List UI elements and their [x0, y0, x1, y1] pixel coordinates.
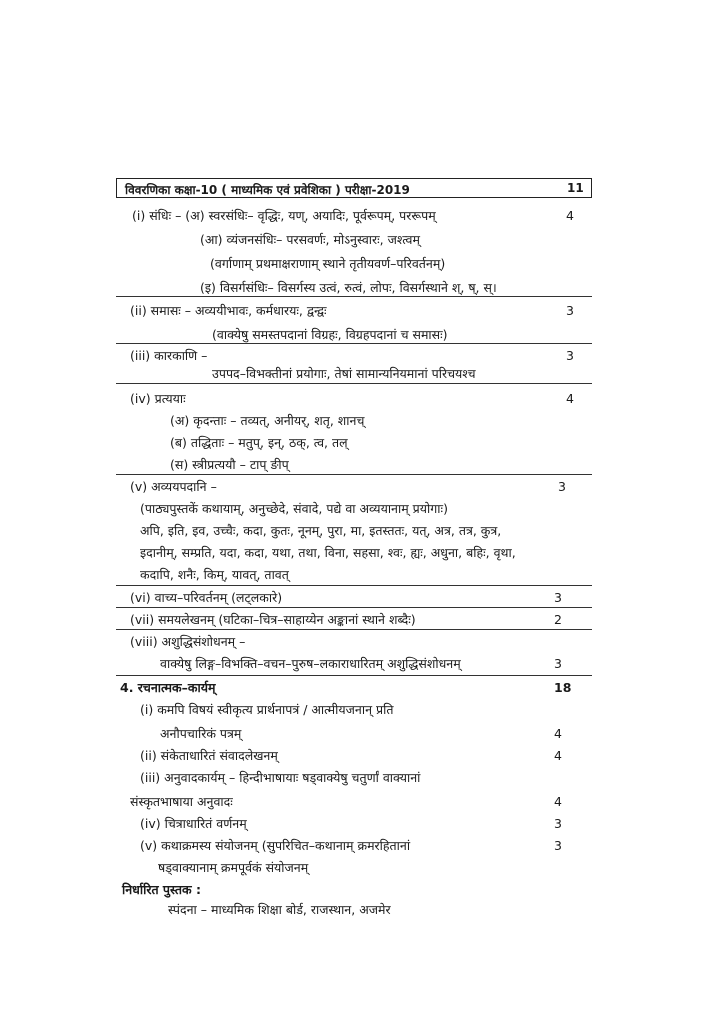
section-heading-rachanatmak: 4. रचनात्मक–कार्यम्: [120, 680, 216, 695]
section-divider: [116, 675, 592, 676]
syllabus-line-patra: (i) कमपि विषयं स्वीकृत्य प्रार्थनापत्रं / आत्मीयजनान् प्रति: [140, 702, 394, 717]
syllabus-line-avyaya: (v) अव्ययपदानि –: [130, 479, 217, 494]
section-divider: [116, 296, 592, 297]
syllabus-line-sandhi: (i) संधिः – (अ) स्वरसंधिः– वृद्धिः, यण्, अयादिः, पूर्वरूपम्, पररूपम्: [132, 208, 436, 223]
section-divider: [116, 629, 592, 630]
marks-patra: 4: [554, 726, 562, 741]
prescribed-book-title: स्पंदना – माध्यमिक शिक्षा बोर्ड, राजस्थान, अजमेर: [168, 902, 391, 917]
marks-vachya: 3: [554, 590, 562, 605]
marks-samasa: 3: [566, 303, 574, 318]
syllabus-line-samaya: (vii) समयलेखनम् (घटिका–चित्र–साहाय्येन अङ्कानां स्थाने शब्दैः): [130, 612, 416, 627]
syllabus-line-katha: (v) कथाक्रमस्य संयोजनम् (सुपरिचित–कथानाम् क्रमरहितानां: [140, 838, 411, 853]
section-divider: [116, 607, 592, 608]
marks-chitra: 3: [554, 816, 562, 831]
syllabus-line-ashuddhi: (viii) अशुद्धिसंशोधनम् –: [130, 634, 246, 649]
syllabus-line-avyaya-list-2: इदानीम्, सम्प्रति, यदा, कदा, यथा, तथा, विना, सहसा, श्वः, ह्यः, अधुना, बहिः, वृथा,: [140, 545, 516, 560]
marks-karaka: 3: [566, 348, 574, 363]
section-divider: [116, 343, 592, 344]
syllabus-line-stripratyaya: (स) स्त्रीप्रत्ययौ – टाप् ङीप्: [170, 457, 289, 472]
prescribed-book-heading: निर्धारित पुस्तक :: [122, 882, 201, 897]
marks-sandhi: 4: [566, 208, 574, 223]
syllabus-line-pratyaya: (iv) प्रत्ययाः: [130, 391, 186, 406]
syllabus-line-avyaya-list-1: अपि, इति, इव, उच्चैः, कदा, कुतः, नूनम्, पुरा, मा, इतस्ततः, यत्, अत्र, तत्र, कुत्र,: [140, 523, 502, 538]
syllabus-line-samvad: (ii) संकेताधारितं संवादलेखनम्: [140, 748, 278, 763]
syllabus-line-kridanta: (अ) कृदन्ताः – तव्यत्, अनीयर्, शतृ, शानच्: [170, 413, 365, 428]
syllabus-line-visarga-sandhi: (इ) विसर्गसंधिः– विसर्गस्य उत्वं, रुत्वं, लोपः, विसर्गस्थाने श्, ष्, स्।: [200, 280, 497, 295]
syllabus-line-karaka: (iii) कारकाणि –: [130, 348, 208, 363]
syllabus-line-katha-cont: षड्वाक्यानाम् क्रमपूर्वकं संयोजनम्: [158, 860, 309, 875]
section-divider: [116, 383, 592, 384]
syllabus-line-avyaya-list-3: कदापि, शनैः, किम्, यावत्, तावत्: [140, 567, 289, 582]
syllabus-line-anuvad: (iii) अनुवादकार्यम् – हिन्दीभाषायाः षड्वाक्येषु चतुर्णां वाक्यानां: [140, 770, 421, 785]
marks-avyaya: 3: [558, 479, 566, 494]
syllabus-line-chitra: (iv) चित्राधारितं वर्णनम्: [140, 816, 247, 831]
section-divider: [116, 474, 592, 475]
syllabus-line-patra-cont: अनौपचारिकं पत्रम्: [160, 726, 242, 741]
syllabus-line-upapada: उपपद–विभक्तीनां प्रयोगाः, तेषां सामान्यनियमानां परिचयश्च: [212, 366, 476, 381]
marks-ashuddhi: 3: [554, 656, 562, 671]
syllabus-line-ashuddhi-detail: वाक्येषु लिङ्ग–विभक्ति–वचन–पुरुष–लकाराधारितम् अशुद्धिसंशोधनम्: [160, 656, 461, 671]
syllabus-line-vyanjan-sandhi: (आ) व्यंजनसंधिः– परसवर्णः, मोऽनुस्वारः, जश्त्वम्: [200, 232, 420, 247]
syllabus-line-vachya: (vi) वाच्य–परिवर्तनम् (लट्लकारे): [130, 590, 283, 605]
section-divider: [116, 585, 592, 586]
syllabus-line-anuvad-cont: संस्कृतभाषाया अनुवादः: [130, 794, 233, 809]
marks-katha: 3: [554, 838, 562, 853]
syllabus-line-taddhita: (ब) तद्धिताः – मतुप्, इन्, ठक्, त्व, तल्: [170, 435, 348, 450]
header-title: विवरणिका कक्षा-10 ( माध्यमिक एवं प्रवेशिका ) परीक्षा-2019: [125, 183, 410, 197]
marks-rachanatmak: 18: [554, 680, 572, 695]
marks-samaya: 2: [554, 612, 562, 627]
marks-pratyaya: 4: [566, 391, 574, 406]
syllabus-line-avyaya-note: (पाठ्यपुस्तकें कथायाम्, अनुच्छेदे, संवादे, पद्ये वा अव्ययानाम् प्रयोगाः): [140, 501, 448, 516]
marks-samvad: 4: [554, 748, 562, 763]
marks-anuvad: 4: [554, 794, 562, 809]
page-header-box: [116, 178, 592, 198]
syllabus-line-samasa: (ii) समासः – अव्ययीभावः, कर्मधारयः, द्वन्द्वः: [130, 303, 327, 318]
syllabus-line-varga-note: (वर्गाणाम् प्रथमाक्षराणाम् स्थाने तृतीयवर्ण–परिवर्तनम्): [210, 256, 446, 271]
header-page-number: 11: [567, 181, 584, 195]
syllabus-line-samasa-note: (वाक्येषु समस्तपदानां विग्रहः, विग्रहपदानां च समासः): [212, 327, 448, 342]
